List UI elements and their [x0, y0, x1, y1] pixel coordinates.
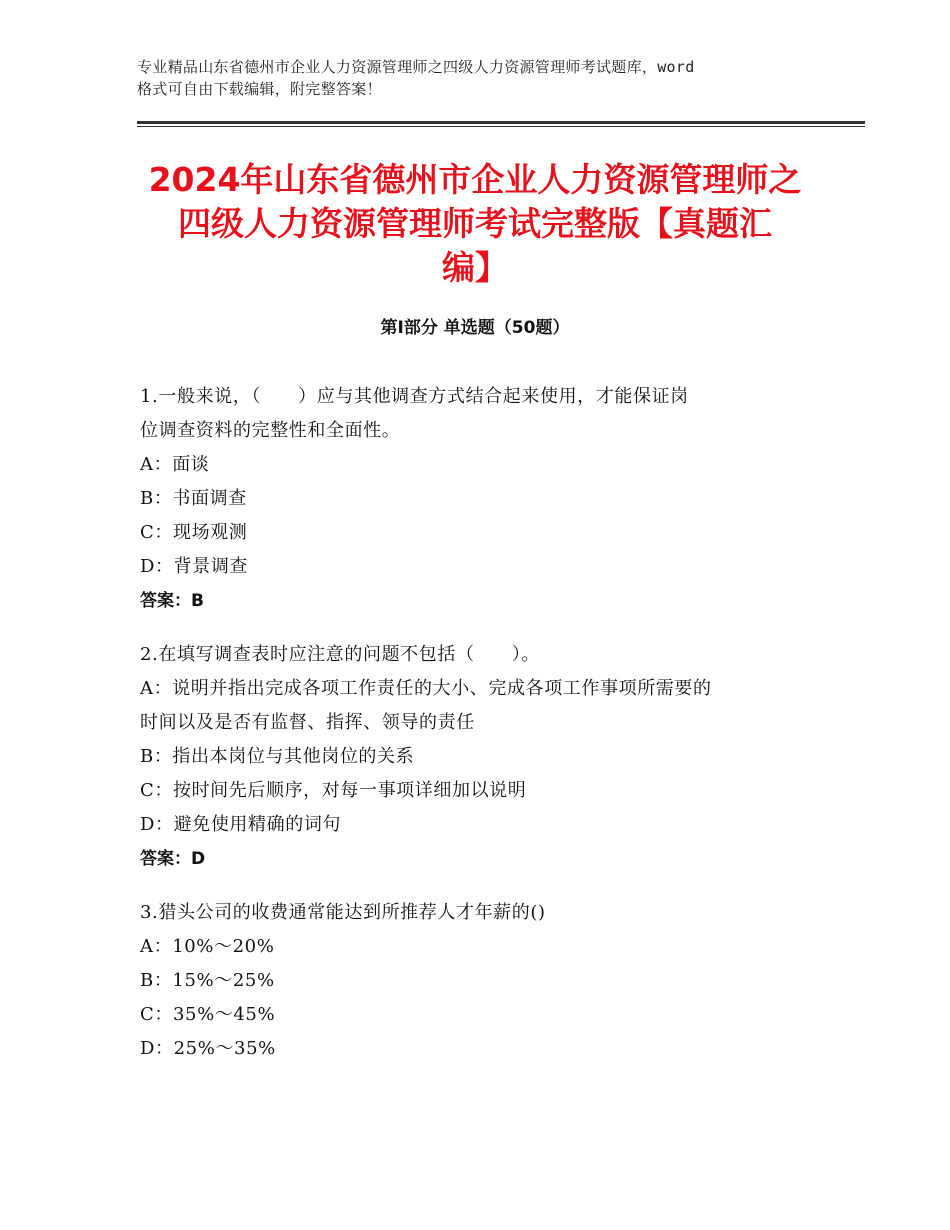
header-note-line-1: 专业精品山东省德州市企业人力资源管理师之四级人力资源管理师考试题库，word — [137, 58, 695, 76]
document-title-line-1: 2024年山东省德州市企业人力资源管理师之 — [148, 160, 802, 199]
section-heading: 第Ⅰ部分 单选题（50题） — [380, 318, 570, 338]
answer-line: 答案：D — [140, 849, 206, 869]
header-rule-thick — [137, 121, 865, 124]
option-d: D：避免使用精确的词句 — [140, 814, 342, 835]
option-a: A：10%～20% — [140, 936, 275, 957]
header-note-line-2: 格式可自由下载编辑，附完整答案！ — [137, 80, 382, 98]
option-b: B：15%～25% — [140, 970, 275, 991]
option-c: C：现场观测 — [140, 522, 248, 543]
option-c: C：按时间先后顺序，对每一事项详细加以说明 — [140, 780, 527, 801]
header-rule-thin — [137, 126, 865, 127]
option-a-line-2: 时间以及是否有监督、指挥、领导的责任 — [140, 712, 475, 733]
option-d: D：25%～35% — [140, 1038, 276, 1059]
option-c: C：35%～45% — [140, 1004, 276, 1025]
document-title — [110, 158, 840, 290]
option-b: B：指出本岗位与其他岗位的关系 — [140, 746, 415, 767]
question-3 — [140, 896, 820, 1066]
question-stem-line: 位调查资料的完整性和全面性。 — [140, 420, 401, 441]
header-note — [137, 56, 827, 100]
question-stem-line: 3.猎头公司的收费通常能达到所推荐人才年薪的() — [140, 902, 546, 923]
question-list — [140, 380, 820, 1086]
question-stem-line: 2.在填写调查表时应注意的问题不包括（ ）。 — [140, 644, 540, 665]
option-d: D：背景调查 — [140, 556, 249, 577]
question-stem-line: 1.一般来说，（ ）应与其他调查方式结合起来使用，才能保证岗 — [140, 386, 689, 407]
document-title-line-2: 四级人力资源管理师考试完整版【真题汇 — [178, 204, 772, 243]
question-1 — [140, 380, 820, 618]
question-2 — [140, 638, 820, 876]
document-title-line-3: 编】 — [442, 248, 508, 287]
option-b: B：书面调查 — [140, 488, 247, 509]
option-a: A：面谈 — [140, 454, 210, 475]
answer-line: 答案：B — [140, 591, 204, 611]
option-a-line-1: A：说明并指出完成各项工作责任的大小、完成各项工作事项所需要的 — [140, 678, 712, 699]
